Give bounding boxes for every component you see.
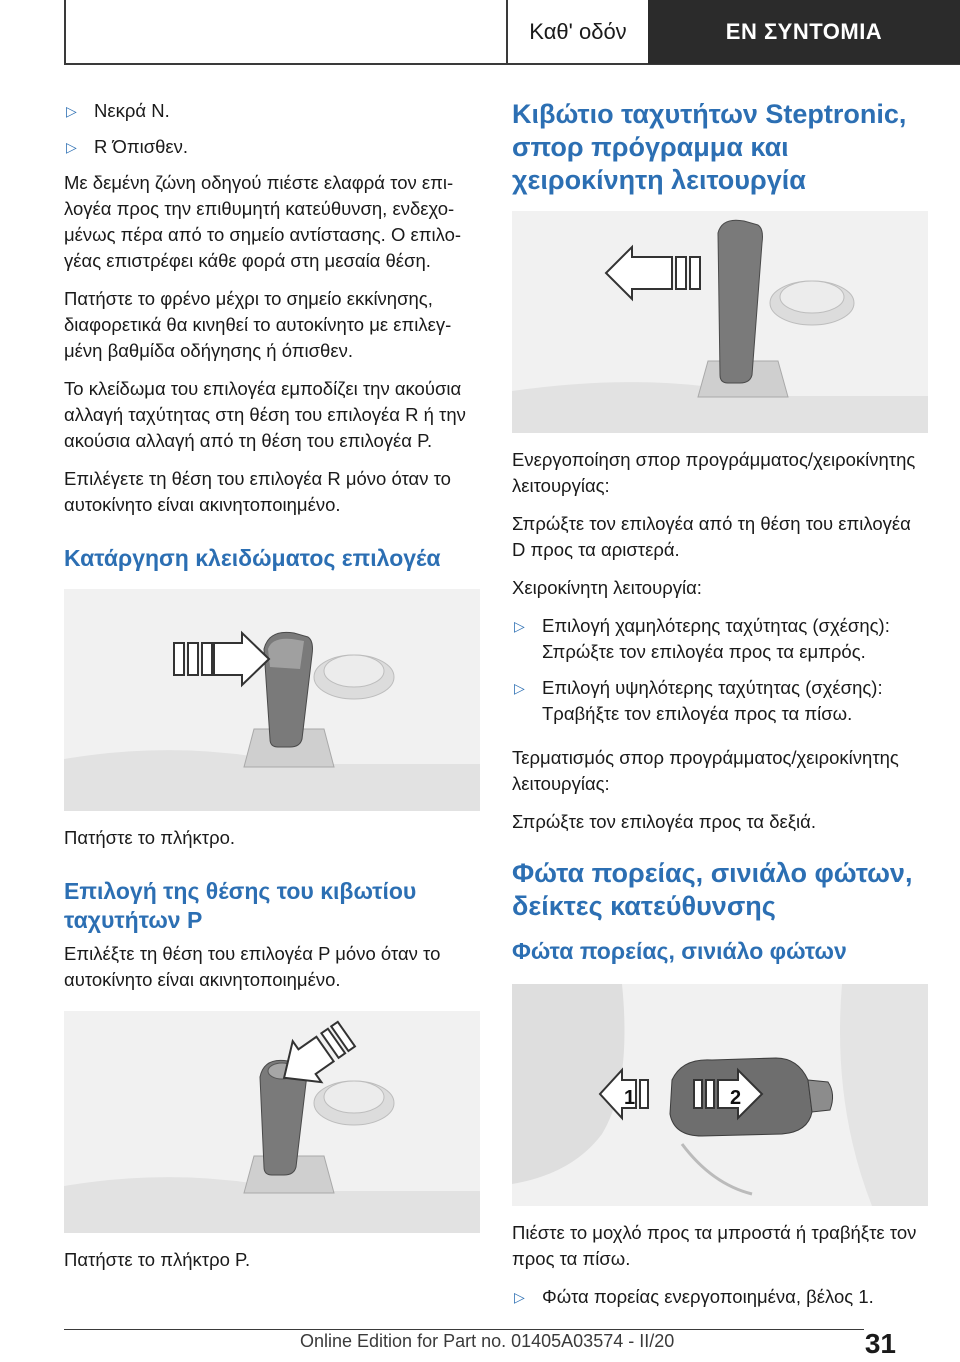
paragraph: Πατήστε το πλήκτρο P. bbox=[64, 1249, 251, 1270]
paragraph: Ενεργοποίηση σπορ προγράμματος/χειροκίνητης λειτουργίας: bbox=[512, 449, 916, 496]
steptronic-lever-figure bbox=[512, 211, 928, 433]
triangle-bullet-icon: ▷ bbox=[514, 680, 525, 696]
section-heading-park: Επιλογή της θέσης του κιβωτίου ταχυτήτων P bbox=[64, 878, 417, 933]
header-left-rule bbox=[64, 0, 66, 64]
paragraph: Χειροκίνητη λειτουργία: bbox=[512, 577, 702, 598]
paragraph: Επιλέγετε τη θέση του επιλογέα R μόνο όταν το αυτοκίνητο είναι ακινητοποιημένο. bbox=[64, 468, 451, 515]
list-item: ▷ R Όπισθεν. bbox=[64, 134, 480, 160]
arrow-label-1: 1 bbox=[624, 1087, 636, 1109]
page-number: 31 bbox=[864, 1328, 896, 1359]
section-heading-steptronic: Κιβώτιο ταχυτήτων Steptronic, σπορ πρόγραμμα και χειροκίνητη λειτουργία bbox=[512, 99, 907, 195]
list-item: ▷ Νεκρά N. bbox=[64, 98, 480, 124]
section-heading-unlock: Κατάργηση κλειδώματος επιλογέα bbox=[64, 545, 441, 571]
paragraph: Τερματισμός σπορ προγράμματος/χειροκίνητης λειτουργίας: bbox=[512, 747, 899, 794]
lights-bullets bbox=[512, 1284, 928, 1310]
page-header bbox=[0, 0, 960, 64]
manual-mode-bullets bbox=[512, 613, 928, 727]
paragraph: Πατήστε το φρένο μέχρι το σημείο εκκίνησης, διαφορετικά θα κινηθεί το αυτοκίνητο με επιλεγ-μένη βαθμίδα οδήγησης ή όπισθεν. bbox=[64, 288, 452, 361]
paragraph: Σπρώξτε τον επιλογέα προς τα δεξιά. bbox=[512, 811, 816, 832]
header-tab-section[interactable]: ΕΝ ΣΥΝΤΟΜΙΑ bbox=[648, 0, 960, 64]
paragraph: Το κλείδωμα του επιλογέα εμποδίζει την ακούσια αλλαγή ταχύτητας στη θέση του επιλογέα R ή την ακούσια αλλαγή από τη θέση του επιλογέα P. bbox=[64, 378, 466, 451]
paragraph: Επιλέξτε τη θέση του επιλογέα P μόνο όταν το αυτοκίνητο είναι ακινητοποιημένο. bbox=[64, 943, 441, 990]
selector-lever-button-figure bbox=[64, 589, 480, 811]
list-item: ▷ Φώτα πορείας ενεργοποιημένα, βέλος 1. bbox=[512, 1284, 928, 1310]
list-item: ▷ Επιλογή χαμηλότερης ταχύτητας (σχέσης): Σπρώξτε τον επιλογέα προς τα εμπρός. bbox=[514, 615, 890, 662]
gear-bullets bbox=[64, 98, 480, 160]
footer-rule bbox=[64, 1329, 864, 1330]
paragraph: Πιέστε το μοχλό προς τα μπροστά ή τραβήξτε τον προς τα πίσω. bbox=[512, 1222, 917, 1269]
triangle-bullet-icon: ▷ bbox=[514, 1289, 525, 1305]
paragraph: Σπρώξτε τον επιλογέα από τη θέση του επιλογέα D προς τα αριστερά. bbox=[512, 513, 911, 560]
section-heading-lights: Φώτα πορείας, σινιάλο φώτων, δείκτες κατεύθυνσης bbox=[512, 858, 913, 921]
arrow-label-2: 2 bbox=[730, 1087, 742, 1109]
left-column bbox=[64, 98, 480, 1285]
list-item: ▷ Επιλογή υψηλότερης ταχύτητας (σχέσης): Τραβήξτε τον επιλογέα προς τα πίσω. bbox=[514, 677, 883, 724]
header-tab-chapter[interactable]: Καθ' οδόν bbox=[506, 0, 648, 64]
paragraph: Με δεμένη ζώνη οδηγού πιέστε ελαφρά τον επι-λογέα προς την επιθυμητή κατεύθυνση, ενδεχο-μένως πέρα από το σημείο αντίστασης. Ο επιλο-γέας επιστρέφει κάθε φορά στη μεσαία θέση. bbox=[64, 172, 462, 271]
triangle-bullet-icon: ▷ bbox=[66, 103, 77, 119]
footer-edition: Online Edition for Part no. 01405A03574 - II/20 bbox=[300, 1331, 675, 1351]
paragraph: Πατήστε το πλήκτρο. bbox=[64, 827, 236, 848]
park-button-figure bbox=[64, 1011, 480, 1233]
triangle-bullet-icon: ▷ bbox=[514, 618, 525, 634]
triangle-bullet-icon: ▷ bbox=[66, 139, 77, 155]
subsection-heading-lights: Φώτα πορείας, σινιάλο φώτων bbox=[512, 938, 847, 964]
light-stalk-figure bbox=[512, 984, 928, 1206]
right-column bbox=[512, 98, 928, 1320]
